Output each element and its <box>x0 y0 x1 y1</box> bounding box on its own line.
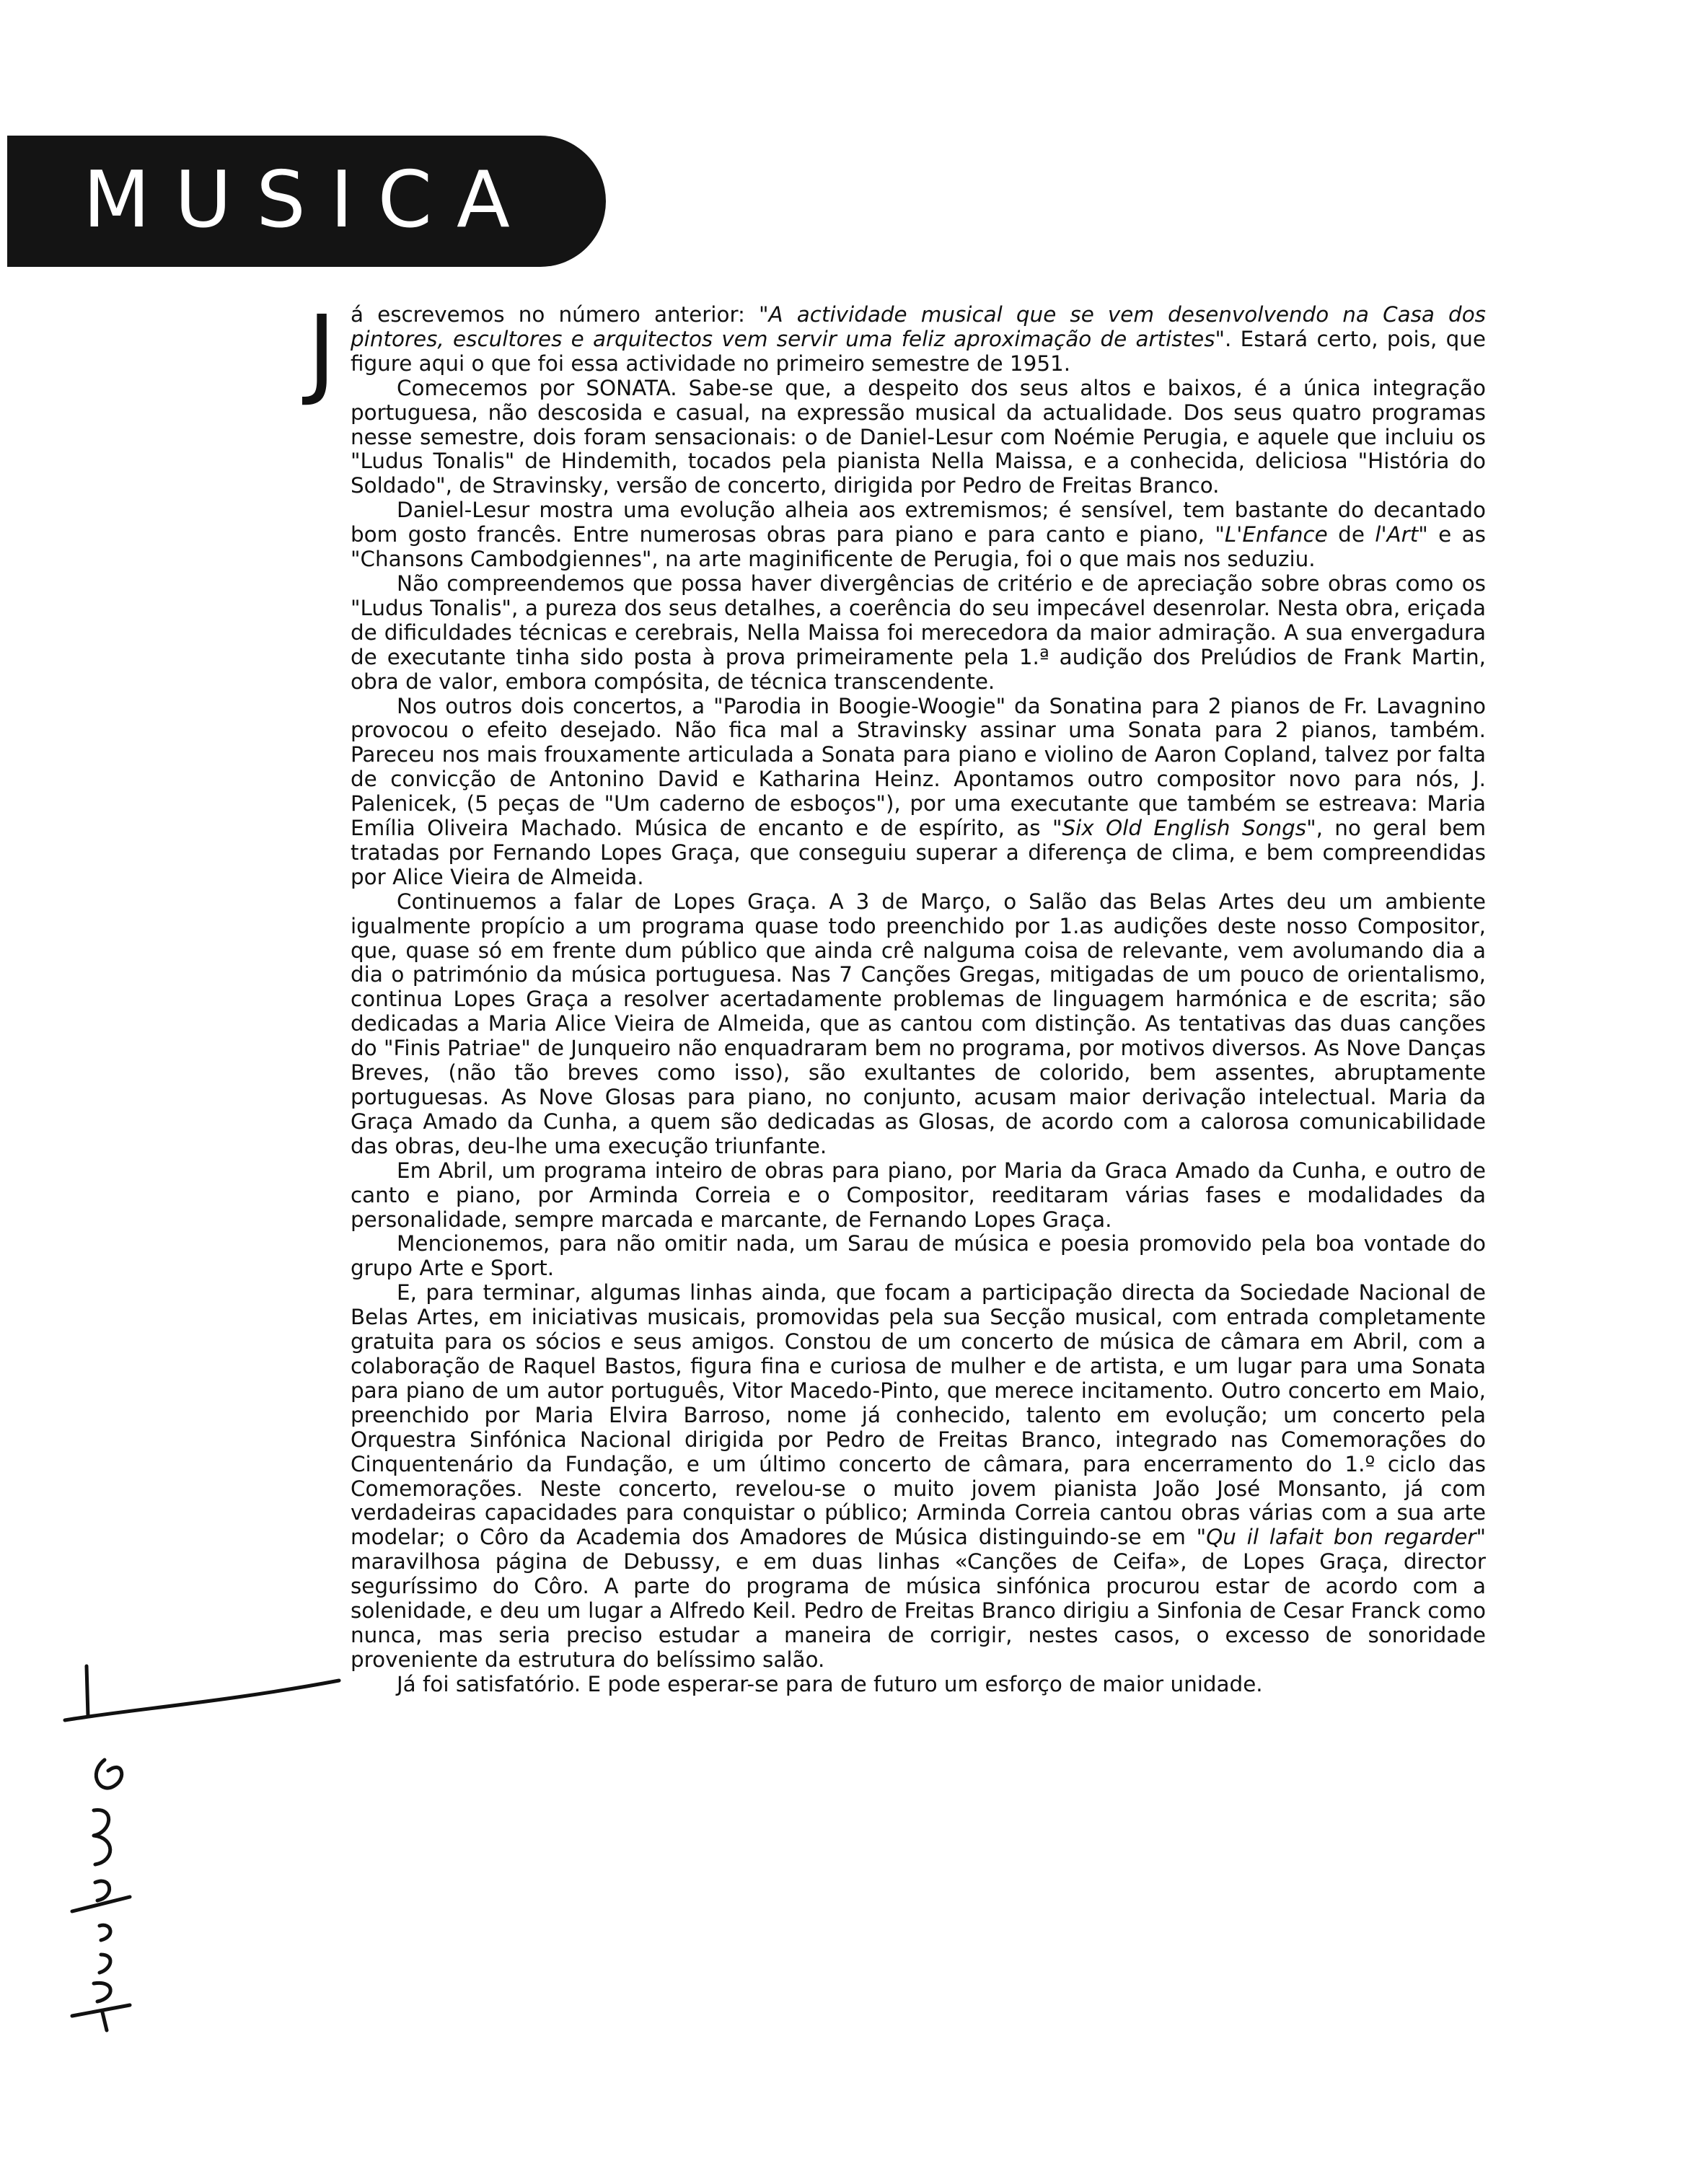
article-paragraph-1: Já escrevemos no número anterior: "A actividade musical que se vem desenvolvendo na Casa dos pintores, escultores e arquitectos vem servir uma feliz aproximação de artistes". Estará certo, pois, que figure aqui o que foi essa actividade no primeiro semestre de 1951. <box>307 295 1486 409</box>
drop-cap: J <box>307 295 337 409</box>
article-body <box>307 295 1486 1697</box>
section-title: MUSICA <box>83 155 534 245</box>
article-paragraph-4: Não compreendemos que possa haver divergências de critério e de apreciação sobre obras como os "Ludus Tonalis", a pureza dos seus detalhes, a coerência do seu impecável desenrolar. Nesta obra, eriçada de dificuldades técnicas e cerebrais, Nella Maissa foi merecedora da maior admiração. A sua envergadura de executante tinha sido posta à prova primeiramente pela 1.ª audição dos Prelúdios de Frank Martin, obra de valor, embora compósita, de técnica transcendente. <box>351 571 1486 694</box>
article-paragraph-9: E, para terminar, algumas linhas ainda, que focam a participação directa da Sociedade Nacional de Belas Artes, em iniciativas musicais, promovidas pela sua Secção musical, com entrada completamente gratuita para os sócios e seus amigos. Constou de um concerto de música de câmara em Abril, com a colaboração de Raquel Bastos, figura fina e curiosa de mulher e de artista, e um lugar para uma Sonata para piano de um autor português, Vitor Macedo-Pinto, que merece incitamento. Outro concerto em Maio, preenchido por Maria Elvira Barroso, nome já conhecido, talento em evolução; um concerto pela Orquestra Sinfónica Nacional dirigida por Pedro de Freitas Branco, integrado nas Comemorações do Cinquentenário da Fundação, e um último concerto de câmara, para encerramento do 1.º ciclo das Comemorações. Neste concerto, revelou-se o muito jovem pianista João José Monsanto, já com verdadeiras capacidades para conquistar o público; Arminda Correia cantou obras várias com a sua arte modelar; o Côro da Academia dos Amadores de Música distinguindo-se em "Qu il lafait bon regarder" maravilhosa página de Debussy, e em duas linhas «Canções de Ceifa», de Lopes Graça, director seguríssimo do Côro. A parte do programa de música sinfónica procurou estar de acordo com a solenidade, e deu um lugar a Alfredo Keil. Pedro de Freitas Branco dirigiu a Sinfonia de Cesar Franck como nunca, mas seria preciso estudar a maneira de corrigir, nestes casos, o excesso de sonoridade proveniente da estrutura do belíssimo salão. <box>351 1280 1486 1672</box>
article-paragraph-2: Comecemos por SONATA. Sabe-se que, a despeito dos seus altos e baixos, é a única integração portuguesa, não descosida e casual, na expressão musical da actualidade. Dos seus quatro programas nesse semestre, dois foram sensacionais: o de Daniel-Lesur com Noémie Perugia, e aquele que incluiu os "Ludus Tonalis" de Hindemith, tocados pela pianista Nella Maissa, e a conhecida, deliciosa "História do Soldado", de Stravinsky, versão de concerto, dirigida por Pedro de Freitas Branco. <box>351 375 1486 498</box>
article-paragraph-7: Em Abril, um programa inteiro de obras para piano, por Maria da Graca Amado da Cunha, e outro de canto e piano, por Arminda Correia e o Compositor, reeditaram várias fases e modalidades da personalidade, sempre marcada e marcante, de Fernando Lopes Graça. <box>351 1158 1486 1232</box>
article-paragraph-3: Daniel-Lesur mostra uma evolução alheia aos extremismos; é sensível, tem bastante do decantado bom gosto francês. Entre numerosas obras para piano e para canto e piano, "L'Enfance de l'Art" e as "Chansons Cambodgiennes", na arte maginificente de Perugia, foi o que mais nos seduziu. <box>351 498 1486 572</box>
article-paragraph-6: Continuemos a falar de Lopes Graça. A 3 de Março, o Salão das Belas Artes deu um ambiente igualmente propício a um programa quase todo preenchido por 1.as audições deste nosso Compositor, que, quase só em frente dum público que ainda crê nalguma coisa de relevante, vem avolumando dia a dia o património da música portuguesa. Nas 7 Canções Gregas, mitigadas de um pouco de orientalismo, continua Lopes Graça a resolver acertadamente problemas de linguagem harmónica e de escrita; são dedicadas a Maria Alice Vieira de Almeida, que as cantou com distinção. As tentativas das duas canções do "Finis Patriae" de Junqueiro não enquadraram bem no programa, por motivos diversos. As Nove Danças Breves, (não tão breves como isso), são exultantes de colorido, bem assentes, abruptamente portuguesas. As Nove Glosas para piano, no conjunto, acusam maior derivação intelectual. Maria da Graça Amado da Cunha, a quem são dedicadas as Glosas, de acordo com a calorosa comunicabilidade das obras, deu-lhe uma execução triunfante. <box>351 889 1486 1158</box>
article-paragraph-5: Nos outros dois concertos, a "Parodia in Boogie-Woogie" da Sonatina para 2 pianos de Fr. Lavagnino provocou o efeito desejado. Não fica mal a Stravinsky assinar uma Sonata para 2 pianos, também. Pareceu nos mais frouxamente articulada a Sonata para piano e violino de Aaron Copland, talvez por falta de convicção de Antonino David e Katharina Heinz. Apontamos outro compositor novo para nós, J. Palenicek, (5 peças de "Um caderno de esboços"), por uma executante que também se estreava: Maria Emília Oliveira Machado. Música de encanto e de espírito, as "Six Old English Songs", no geral bem tratadas por Fernando Lopes Graça, que conseguiu superar a diferença de clima, e bem compreendidas por Alice Vieira de Almeida. <box>351 693 1486 889</box>
article-paragraph-10: Já foi satisfatório. E pode esperar-se para de futuro um esforço de maior unidade. <box>397 1671 1263 1696</box>
handwritten-signature <box>43 1652 353 2041</box>
article-paragraph-8: Mencionemos, para não omitir nada, um Sarau de música e poesia promovido pela boa vontade do grupo Arte e Sport. <box>351 1231 1486 1281</box>
